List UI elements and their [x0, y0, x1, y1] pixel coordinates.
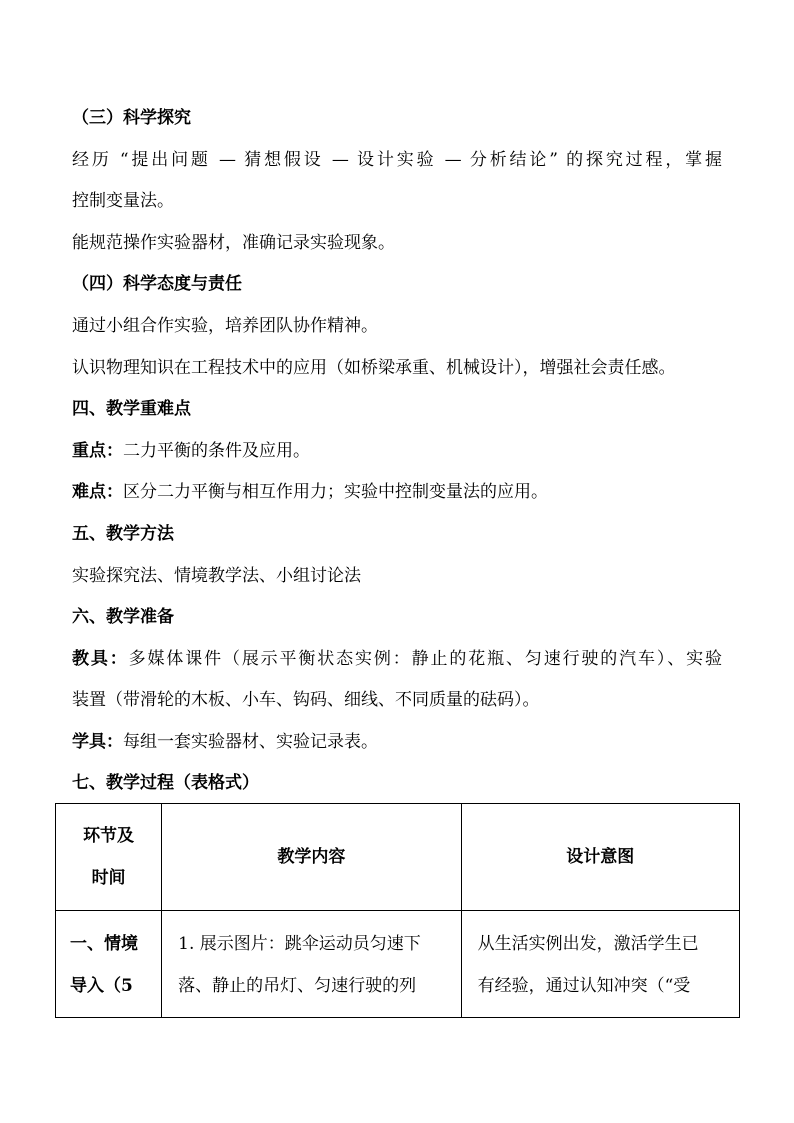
row1-content: [162, 911, 461, 1018]
teaching-process-table: [55, 803, 740, 1018]
student-tools-line: [72, 730, 378, 754]
teacher-tools-text: 多媒体课件（展示平衡状态实例：静止的花瓶、匀速行驶的汽车）、实验: [128, 649, 723, 669]
difficult-point-text: 区分二力平衡与相互作用力；实验中控制变量法的应用。: [123, 482, 548, 502]
paragraph-teamwork: 通过小组合作实验，培养团队协作精神。: [72, 316, 378, 336]
row1-stage-line2: 导入（5: [70, 976, 133, 996]
teacher-tools-line-cont: 装置（带滑轮的木板、小车、钩码、细线、不同质量的砝码）。: [72, 690, 540, 710]
header-stage-line2: 时间: [91, 868, 126, 888]
header-stage-time: [56, 804, 162, 911]
key-point-label: 重点：: [72, 441, 123, 461]
row1-intent-line2: 有经验，通过认知冲突（“受: [477, 976, 691, 996]
section-heading-science-inquiry: （三）科学探究: [72, 108, 191, 128]
table-row: [56, 911, 740, 1018]
row1-intent: [461, 911, 739, 1018]
difficult-point-label: 难点：: [72, 482, 123, 502]
student-tools-text: 每组一套实验器材、实验记录表。: [123, 732, 378, 752]
row1-content-line1: 1. 展示图片：跳伞运动员匀速下: [178, 934, 421, 954]
key-point-line: [72, 439, 310, 463]
row1-stage: [56, 911, 162, 1018]
paragraph-methods: 实验探究法、情境教学法、小组讨论法: [72, 566, 361, 586]
difficult-point-line: [72, 480, 548, 504]
student-tools-label: 学具：: [72, 732, 123, 752]
teacher-tools-label: 教具：: [72, 649, 129, 669]
section-heading-attitude: （四）科学态度与责任: [72, 274, 242, 294]
teacher-tools-line: [72, 647, 722, 671]
paragraph-inquiry-process-cont: 控制变量法。: [72, 191, 174, 211]
section-heading-preparation: 六、教学准备: [72, 607, 174, 627]
paragraph-inquiry-process: 经历 “提出问题 — 猜想假设 — 设计实验 — 分析结论” 的探究过程，掌握: [72, 150, 722, 170]
key-point-text: 二力平衡的条件及应用。: [123, 441, 310, 461]
paragraph-social-responsibility: 认识物理知识在工程技术中的应用（如桥梁承重、机械设计），增强社会责任感。: [72, 358, 676, 378]
row1-stage-line1: 一、情境: [70, 934, 138, 954]
row1-content-line2: 落、静止的吊灯、匀速行驶的列: [178, 976, 417, 996]
section-heading-process: 七、教学过程（表格式）: [72, 773, 259, 793]
section-heading-key-points: 四、教学重难点: [72, 399, 191, 419]
header-intent: 设计意图: [461, 804, 739, 911]
paragraph-equipment-operation: 能规范操作实验器材，准确记录实验现象。: [72, 233, 395, 253]
header-content: 教学内容: [162, 804, 461, 911]
header-stage-line1: 环节及: [83, 826, 135, 846]
section-heading-methods: 五、教学方法: [72, 524, 174, 544]
table-header-row: [56, 804, 740, 911]
row1-intent-line1: 从生活实例出发，激活学生已: [477, 934, 699, 954]
